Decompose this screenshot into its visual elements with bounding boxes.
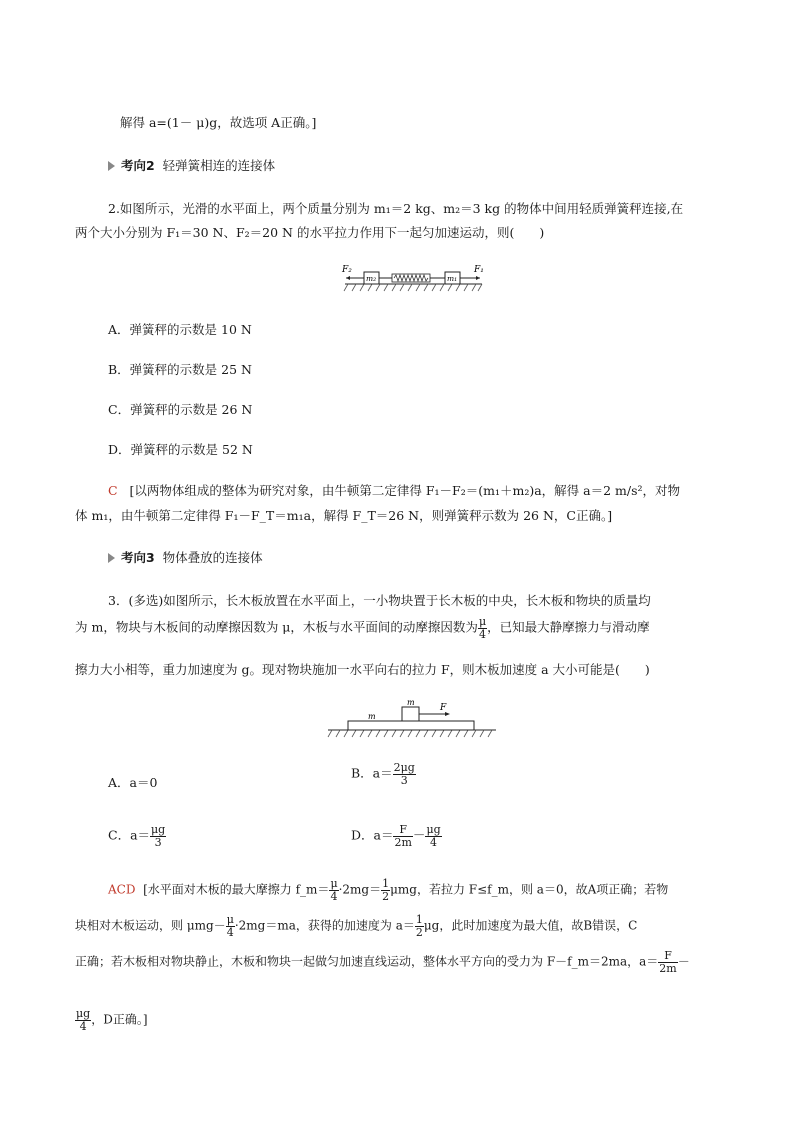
numerator: μg [76, 1007, 91, 1020]
question-3-line-3: 擦力大小相等，重力加速度为 g。现对物块施加一水平向右的拉力 F，则木板加速度 a 大小可能是( ) [75, 662, 650, 677]
arrowhead-right-icon [476, 276, 480, 280]
text: 块相对木板运动，则 μmg－ [75, 918, 226, 933]
force-label: F [440, 703, 447, 713]
fraction [425, 824, 441, 848]
answer-2-line-1 [108, 481, 680, 499]
text: D．a＝ [351, 827, 394, 843]
block-m1-label: m₁ [447, 274, 458, 283]
text: μg，此时加速度为最大值，故B错误，C [423, 918, 638, 933]
q3-option-a: A．a＝0 [108, 775, 158, 790]
denominator: 4 [430, 835, 438, 849]
numerator: μ [330, 877, 338, 890]
text: C．a＝ [108, 827, 151, 843]
question-3-line-2 [75, 616, 650, 640]
answer-3-line-3 [75, 950, 690, 974]
option-d: D．弹簧秤的示数是 52 N [108, 442, 253, 457]
denominator: 3 [154, 835, 162, 849]
answer-3-line-2 [75, 914, 637, 938]
section-heading-2 [108, 156, 275, 174]
triangle-marker-icon [108, 161, 115, 171]
board-mass-label: m [368, 712, 376, 721]
answer-3-line-4 [75, 1008, 148, 1032]
q3-option-c [108, 824, 166, 848]
numerator: μ [478, 615, 487, 628]
option-c: C．弹簧秤的示数是 26 N [108, 402, 253, 417]
fraction [329, 878, 338, 902]
denominator: 2m [394, 835, 412, 849]
numerator: F [393, 824, 412, 837]
arrowhead-left-icon [346, 276, 350, 280]
fraction [415, 914, 424, 938]
numerator: F [658, 950, 677, 963]
spring-diagram [340, 262, 490, 294]
text: B．a＝ [351, 765, 393, 781]
long-board [348, 721, 474, 730]
denominator: 2 [415, 925, 423, 939]
force-f1-label: F₁ [474, 265, 484, 275]
denominator: 2m [659, 961, 677, 975]
fraction [393, 824, 412, 848]
numerator: μ [226, 913, 234, 926]
small-block [402, 707, 419, 721]
numerator: μg [151, 823, 166, 836]
fraction [150, 824, 166, 848]
text: ，已知最大静摩擦力与滑动摩 [487, 619, 650, 635]
section-label: 考向2 [121, 158, 155, 173]
question-3-line-1: 3．(多选)如图所示，长木板放置在水平面上，一小物块置于长木板的中央，长木板和物块的质量均 [108, 593, 651, 608]
denominator: 4 [79, 1019, 87, 1033]
option-b: B．弹簧秤的示数是 25 N [108, 362, 252, 377]
section-title: 轻弹簧相连的连接体 [162, 158, 276, 173]
fraction [381, 878, 390, 902]
numerator: 2μg [393, 761, 415, 774]
denominator: 3 [400, 773, 408, 787]
text-line: 解得 a=(1－ μ)g，故选项 A正确。] [120, 115, 317, 130]
fraction [478, 616, 487, 640]
text: [水平面对木板的最大摩擦力 f_m＝ [143, 882, 330, 897]
ground-hatch [344, 284, 482, 291]
text: 正确；若木板相对物块静止，木板和物块一起做匀加速直线运动，整体水平方向的受力为 F－f_m＝2ma，a＝ [75, 954, 659, 969]
board-block-diagram [326, 700, 501, 742]
fraction [658, 950, 677, 974]
q3-option-d [351, 824, 442, 848]
numerator: μg [426, 823, 441, 836]
triangle-marker-icon [108, 553, 115, 563]
answer-2-line-2: 体 m₁，由牛顿第二定律得 F₁－F_T＝m₁a，解得 F_T＝26 N，则弹簧秤示数为 26 N，C正确。] [75, 508, 613, 523]
text: μmg，若拉力 F≤f_m，则 a＝0，故A项正确；若物 [390, 882, 669, 897]
answer-3-line-1 [108, 878, 668, 902]
text: ·2mg＝ [338, 882, 382, 897]
answer-letter: ACD [108, 882, 136, 897]
denominator: 2 [382, 889, 390, 903]
text: － [677, 954, 690, 969]
numerator: 1 [382, 877, 390, 890]
fraction [75, 1008, 91, 1032]
answer-text: [以两物体组成的整体为研究对象，由牛顿第二定律得 F₁－F₂＝(m₁＋m₂)a，解得 a＝2 m/s²，对物 [129, 483, 680, 498]
section-title: 物体叠放的连接体 [162, 550, 263, 565]
option-a: A．弹簧秤的示数是 10 N [108, 322, 252, 337]
text: － [412, 827, 426, 843]
question-2-line-2: 两个大小分别为 F₁＝30 N、F₂＝20 N 的水平拉力作用下一起匀加速运动，则( ) [75, 225, 545, 240]
fraction [226, 914, 235, 938]
numerator: 1 [415, 913, 423, 926]
q3-option-b [351, 762, 416, 786]
section-label: 考向3 [121, 550, 155, 565]
denominator: 4 [479, 627, 487, 641]
denominator: 4 [330, 889, 338, 903]
block-mass-label: m [407, 700, 415, 707]
force-f2-label: F₂ [342, 265, 352, 275]
text: ，D正确。] [91, 1012, 148, 1027]
answer-letter: C [108, 483, 118, 498]
text: 为 m，物块与木板间的动摩擦因数为 μ，木板与水平面间的动摩擦因数为 [75, 619, 478, 635]
text: ·2mg＝ma，获得的加速度为 a＝ [234, 918, 415, 933]
question-2-line-1: 2.如图所示，光滑的水平面上，两个质量分别为 m₁＝2 kg、m₂＝3 kg 的物体中间用轻质弹簧秤连接,在 [108, 201, 684, 216]
block-m2-label: m₂ [366, 274, 377, 283]
ground-hatch [328, 730, 492, 737]
section-heading-3 [108, 548, 263, 566]
fraction [393, 762, 416, 786]
denominator: 4 [226, 925, 234, 939]
